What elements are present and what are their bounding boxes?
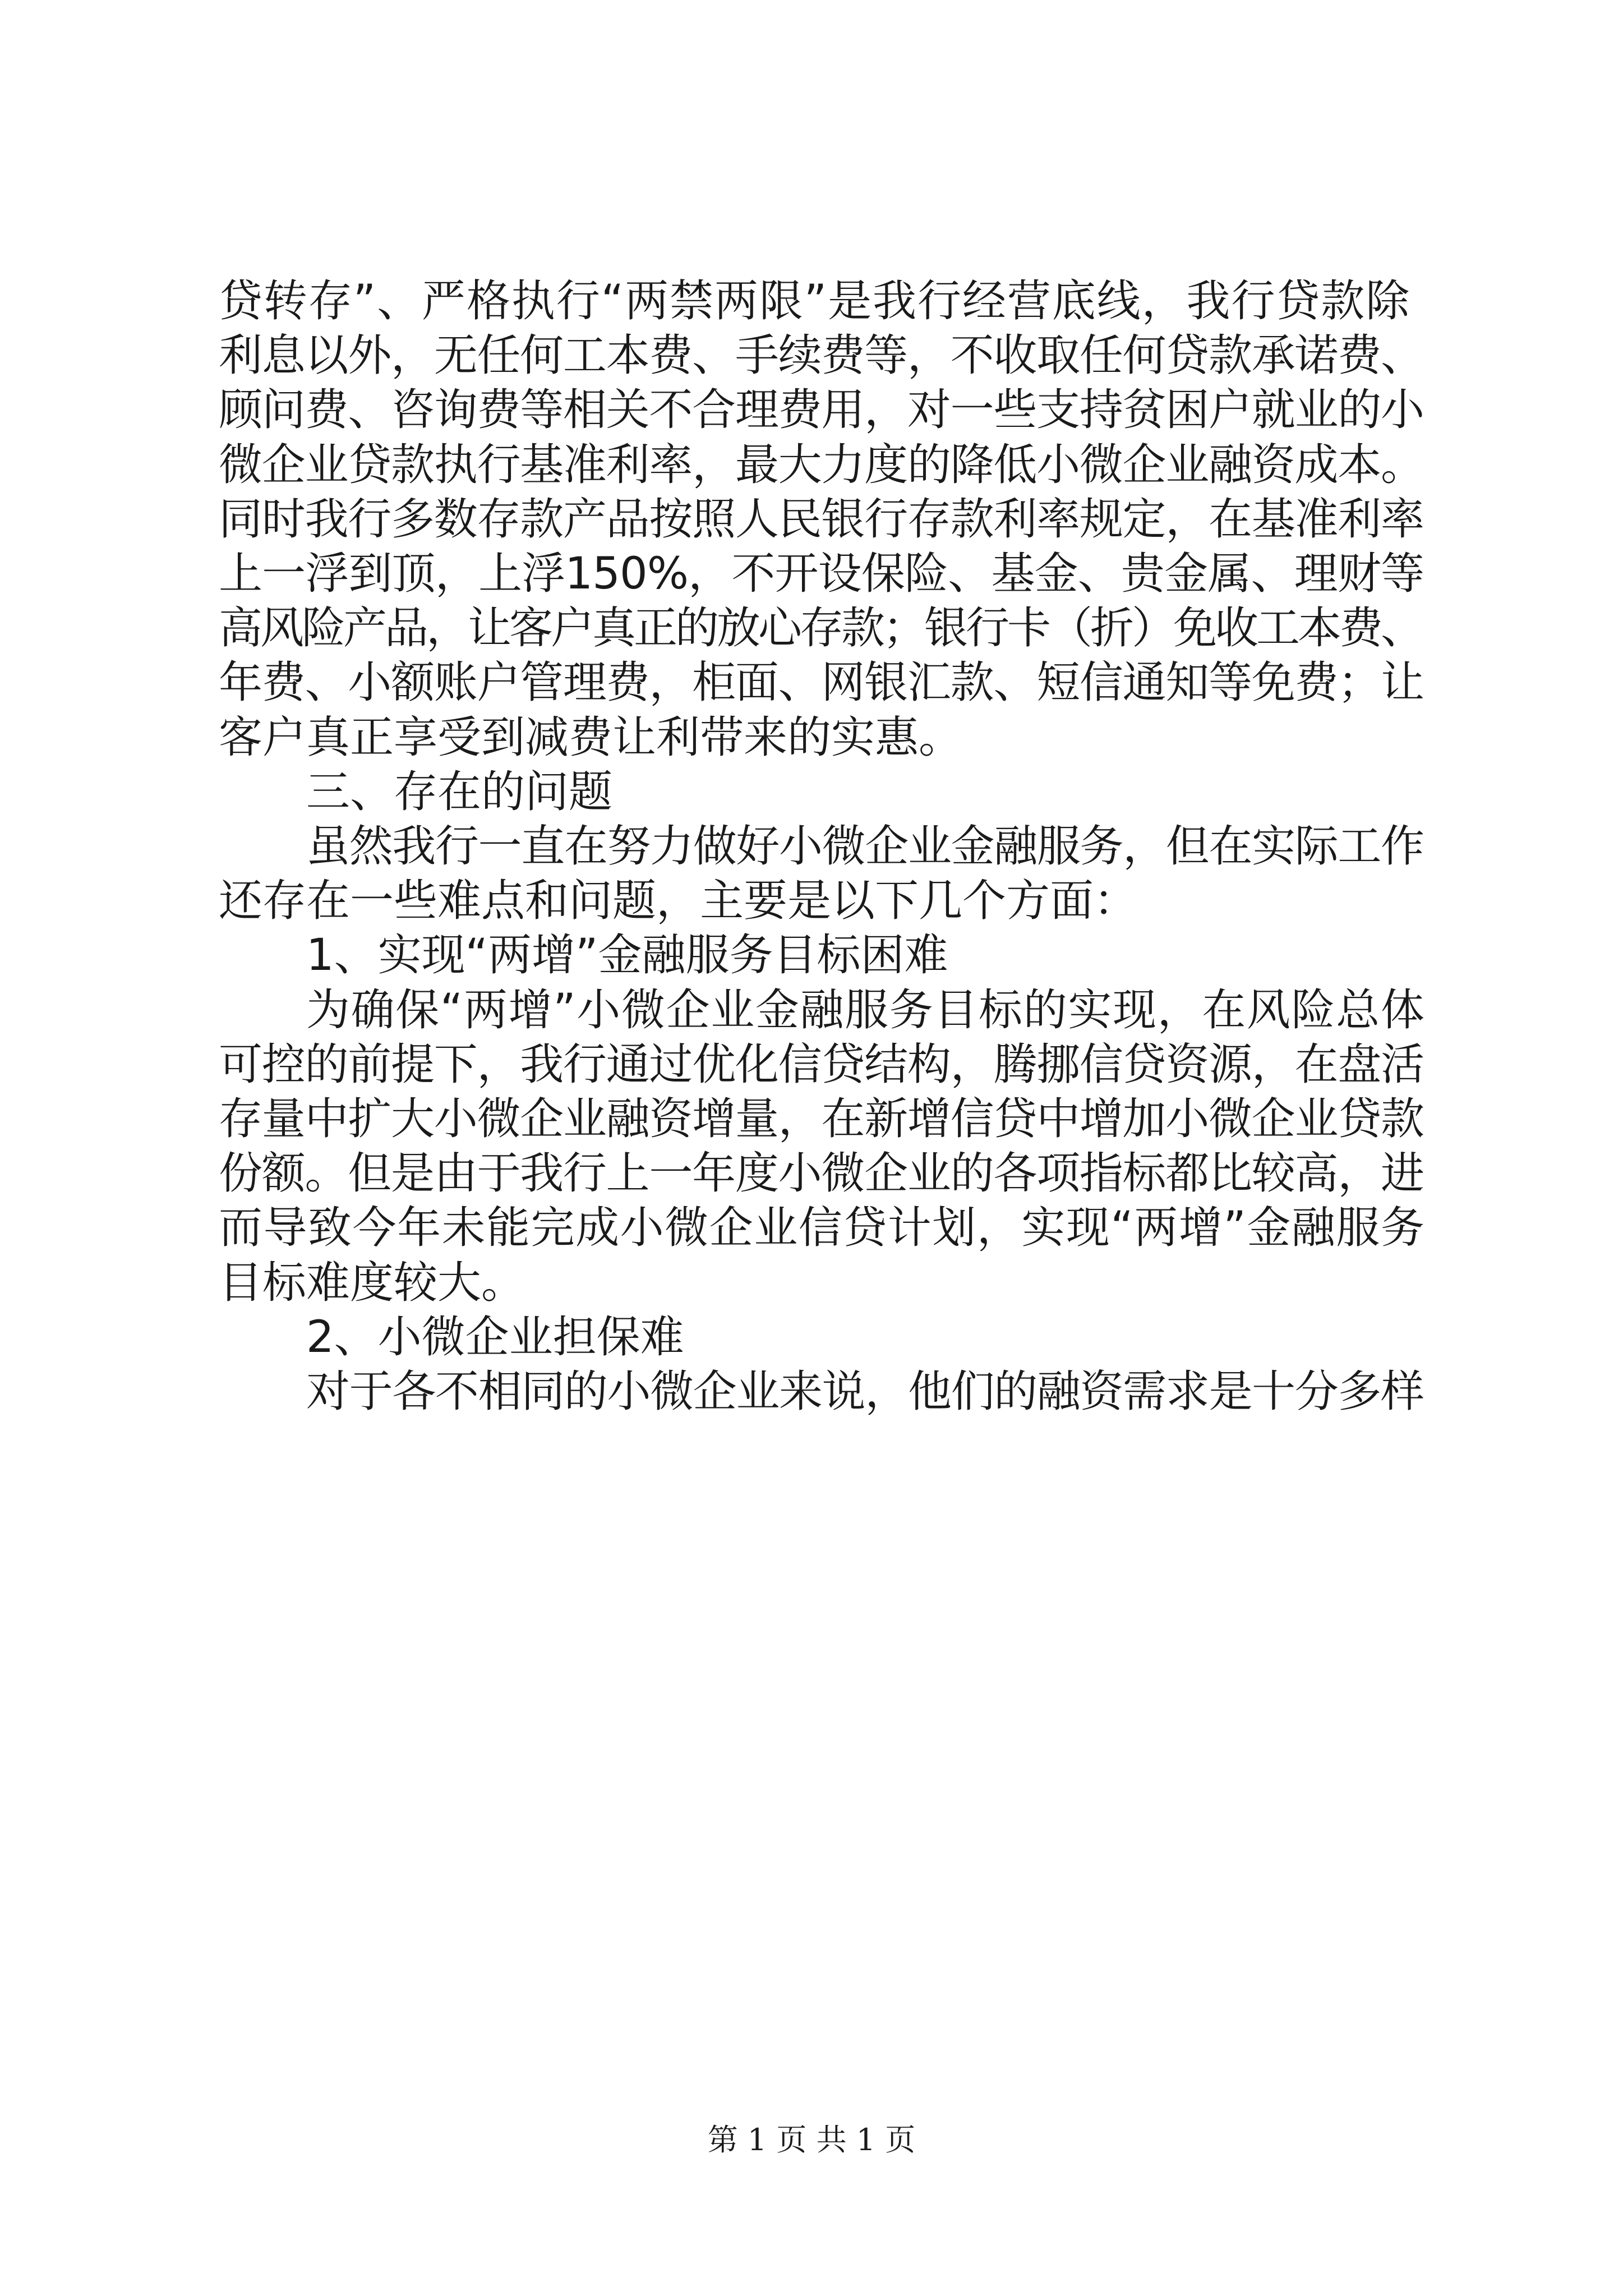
text-line: 对于各不相同的小微企业来说，他们的融资需求是十分多样 [306,1366,1424,1417]
text-line: 利息以外，无任何工本费、手续费等，不收取任何贷款承诺费、 [219,330,1424,381]
text-line: 而导致今年未能完成小微企业信贷计划，实现“两增”金融服务 [219,1203,1426,1254]
text-line: 可控的前提下，我行通过优化信贷结构，腾挪信贷资源，在盘活 [219,1039,1424,1090]
text-line: 上一浮到顶，上浮150%，不开设保险、基金、贵金属、理财等 [219,549,1424,599]
text-line: 份额。但是由于我行上一年度小微企业的各项指标都比较高，进 [219,1148,1424,1199]
text-line: 2、小微企业担保难 [306,1312,684,1363]
text-line: 贷转存”、严格执行“两禁两限”是我行经营底线，我行贷款除 [219,276,1411,326]
text-line: 目标难度较大。 [219,1257,525,1308]
text-line: 1、实现“两增”金融服务目标困难 [306,930,948,981]
page-footer: 第 1 页 共 1 页 [707,2122,916,2157]
text-line: 高风险产品，让客户真正的放心存款；银行卡（折）免收工本费、 [219,603,1423,654]
text-line: 微企业贷款执行基准利率，最大力度的降低小微企业融资成本。 [219,439,1424,490]
text-line: 同时我行多数存款产品按照人民银行存款利率规定，在基准利率 [219,494,1424,545]
text-line: 年费、小额账户管理费，柜面、网银汇款、短信通知等免费；让 [219,657,1424,708]
text-line: 三、存在的问题 [306,766,613,817]
text-line: 顾问费、咨询费等相关不合理费用，对一些支持贫困户就业的小 [219,385,1424,436]
text-line: 客户真正享受到减费让利带来的实惠。 [219,712,963,763]
text-line: 虽然我行一直在努力做好小微企业金融服务，但在实际工作 [306,821,1424,872]
text-line: 还存在一些难点和问题，主要是以下几个方面： [219,876,1138,927]
text-line: 存量中扩大小微企业融资增量，在新增信贷中增加小微企业贷款 [219,1094,1424,1144]
text-line: 为确保“两增”小微企业金融服务目标的实现，在风险总体 [306,984,1426,1036]
